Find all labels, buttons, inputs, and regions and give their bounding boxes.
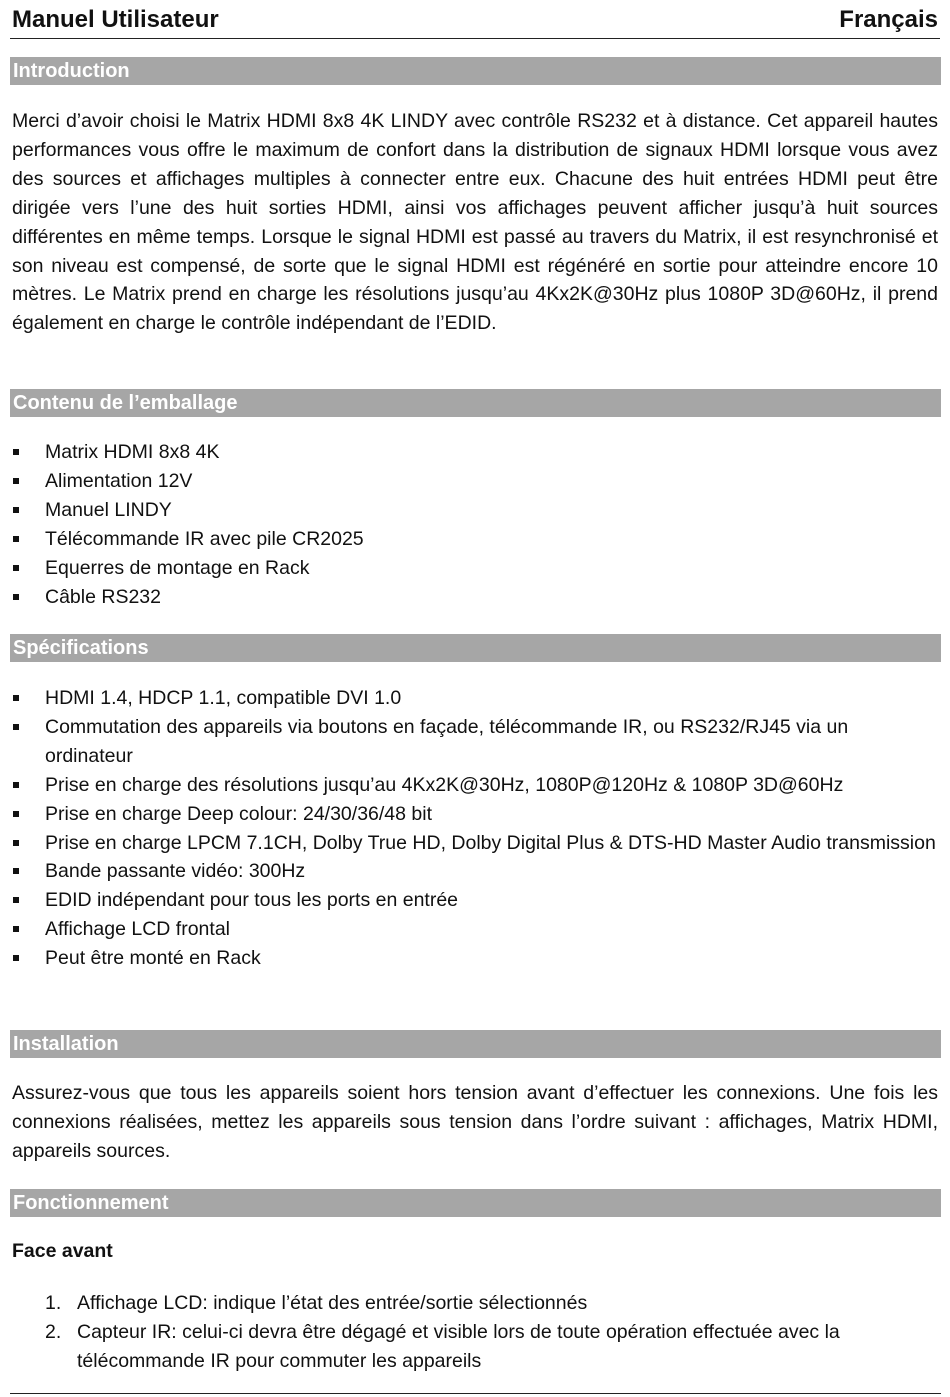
list-item xyxy=(12,496,940,525)
bullet-icon xyxy=(13,449,19,455)
list-item xyxy=(12,829,940,858)
bullet-icon xyxy=(13,955,19,961)
numbered-item xyxy=(12,1289,940,1318)
list-item xyxy=(12,684,940,713)
list-item-text: Bande passante vidéo: 300Hz xyxy=(45,860,306,883)
section-heading-specifications: Spécifications xyxy=(10,634,941,662)
list-item xyxy=(12,857,940,886)
bullet-icon xyxy=(13,507,19,513)
bullet-icon xyxy=(13,897,19,903)
bullet-icon xyxy=(13,868,19,874)
bullet-icon xyxy=(13,811,19,817)
bullet-icon xyxy=(13,536,19,542)
list-item-text: Peut être monté en Rack xyxy=(45,947,261,970)
bullet-icon xyxy=(13,926,19,932)
item-text: Affichage LCD: indique l’état des entrée/sortie sélectionnés xyxy=(77,1292,588,1314)
list-item-text: Affichage LCD frontal xyxy=(45,918,230,941)
list-item-text: Manuel LINDY xyxy=(45,498,172,521)
subheading-front-panel: Face avant xyxy=(12,1240,113,1262)
installation-paragraph: Assurez-vous que tous les appareils soient hors tension avant d’effectuer les connexions. Une fois les connexions réalisées, mettez les appareils sous tension dans l’ordre suivant : affichages, Matrix HDMI, appareils sources. xyxy=(12,1082,938,1162)
list-item-text: Prise en charge des résolutions jusqu’au 4Kx2K@30Hz, 1080P@120Hz & 1080P 3D@60Hz xyxy=(45,773,844,796)
list-item xyxy=(12,467,940,496)
list-item xyxy=(12,554,940,583)
list-item-text: EDID indépendant pour tous les ports en entrée xyxy=(45,889,459,912)
list-item-text: Prise en charge Deep colour: 24/30/36/48 bit xyxy=(45,802,433,825)
numbered-item xyxy=(12,1318,940,1376)
list-item-text: Matrix HDMI 8x8 4K xyxy=(45,441,220,463)
item-number: 2. xyxy=(45,1320,62,1343)
list-item xyxy=(12,800,940,829)
section-heading-installation: Installation xyxy=(10,1030,941,1058)
list-item xyxy=(12,886,940,915)
list-item xyxy=(12,438,940,467)
bullet-icon xyxy=(13,478,19,484)
list-item xyxy=(12,583,940,612)
language-label: Français xyxy=(839,6,938,33)
list-item xyxy=(12,944,940,973)
list-item-text: Equerres de montage en Rack xyxy=(45,556,310,579)
bullet-icon xyxy=(13,724,19,730)
list-item xyxy=(12,713,940,771)
bullet-icon xyxy=(13,565,19,571)
bullet-icon xyxy=(13,840,19,846)
introduction-paragraph: Merci d’avoir choisi le Matrix HDMI 8x8 4K LINDY avec contrôle RS232 et à distance. Cet appareil hautes performances vous offre le maximum de confort dans la distribution de signaux HDMI lorsque vous avez des sources et affichages multiples à connecter entre eux. Chacune des huit entrées HDMI peut être dirigée vers l’une des huit sorties HDMI, ainsi vos affichages peuvent afficher jusqu’à huit sources différentes en même temps. Lorsque le signal HDMI est passé au travers du Matrix, il est resynchronisé et son niveau est compensé, de sorte que le signal HDMI est régénéré en sortie pour atteindre encore 10 mètres. Le Matrix prend en charge les résolutions jusqu’au 4Kx2K@30Hz plus 1080P 3D@60Hz, il prend également en charge le contrôle indépendant de l’EDID. xyxy=(12,110,938,335)
package-contents-list xyxy=(12,438,940,611)
list-item-text: Alimentation 12V xyxy=(45,469,193,492)
section-heading-operation: Fonctionnement xyxy=(10,1189,941,1217)
item-text: Capteur IR: celui-ci devra être dégagé et visible lors de toute opération effectuée avec la télécommande IR pour commuter les appareils xyxy=(77,1320,840,1372)
list-item xyxy=(12,915,940,944)
footer-rule xyxy=(10,1393,941,1394)
bullet-icon xyxy=(13,594,19,600)
front-panel-list xyxy=(12,1289,940,1376)
bullet-icon xyxy=(13,782,19,788)
list-item-text: Câble RS232 xyxy=(45,585,161,608)
list-item-text: Prise en charge LPCM 7.1CH, Dolby True HD, Dolby Digital Plus & DTS-HD Master Audio transmission xyxy=(45,831,936,854)
list-item-text: Commutation des appareils via boutons en façade, télécommande IR, ou RS232/RJ45 via un ordinateur xyxy=(45,715,849,767)
list-item xyxy=(12,771,940,800)
section-heading-introduction: Introduction xyxy=(10,57,941,85)
list-item xyxy=(12,525,940,554)
manual-title: Manuel Utilisateur xyxy=(12,6,219,33)
specifications-list xyxy=(12,684,940,973)
item-number: 1. xyxy=(45,1292,62,1314)
page-header xyxy=(10,6,940,39)
list-item-text: HDMI 1.4, HDCP 1.1, compatible DVI 1.0 xyxy=(45,687,402,709)
bullet-icon xyxy=(13,695,19,701)
section-heading-package: Contenu de l’emballage xyxy=(10,389,941,417)
list-item-text: Télécommande IR avec pile CR2025 xyxy=(45,527,364,550)
